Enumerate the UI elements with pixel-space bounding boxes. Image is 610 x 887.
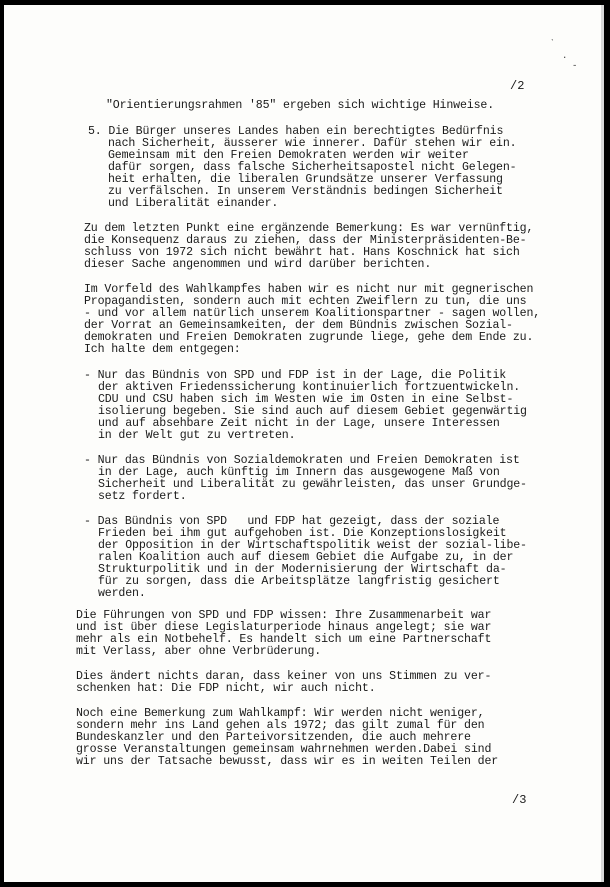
bullet-line: - Nur das Bündnis von Sozialdemokraten und Freien Demokraten ist	[84, 454, 520, 467]
scan-mark: .	[562, 51, 568, 61]
paragraph-line: und ist über diese Legislaturperiode hinaus angelegt; sie war	[76, 621, 492, 634]
paragraph-line: Bundeskanzler und den Parteivorsitzenden, die auch mehrere	[76, 731, 471, 744]
paragraph-line: Propagandisten, sondern auch mit echten Zweiflern zu tun, die uns	[84, 295, 527, 308]
paragraph-line: sondern mehr ins Land gehen als 1972; das gilt zumal für den	[76, 719, 485, 732]
bullet-line: setz fordert.	[98, 490, 187, 503]
paragraph-line: Zu dem letzten Punkt eine ergänzende Bemerkung: Es war vernünftig,	[84, 222, 534, 235]
paragraph-line: die Konsequenz daraus zu ziehen, dass der Ministerpräsidenten-Be-	[84, 234, 527, 247]
bullet-line: der Opposition in der Wirtschaftspolitik weist der sozial-libe-	[98, 539, 527, 552]
bullet-line: der aktiven Friedenssicherung kontinuierlich fortzuentwickeln.	[98, 381, 521, 394]
bullet-line: Sicherheit und Liberalität zu gewährleisten, das unser Grundge-	[98, 478, 527, 491]
paragraph-line: Noch eine Bemerkung zum Wahlkampf: Wir werden nicht weniger,	[76, 707, 485, 720]
point-5-line: dafür sorgen, dass falsche Sicherheitsapostel nicht Gelegen-	[108, 161, 517, 174]
bullet-line: - Nur das Bündnis von SPD und FDP ist in der Lage, die Politik	[84, 369, 507, 382]
paragraph-line: mit Verlass, aber ohne Verbrüderung.	[76, 645, 322, 658]
paragraph-line: grosse Veranstaltungen gemeinsam wahrnehmen werden.Dabei sind	[76, 743, 492, 756]
page-reference-top: /2	[510, 79, 525, 93]
point-5-line: heit erhalten, die liberalen Grundsätze unserer Verfassung	[108, 173, 503, 186]
point-5-line: zu verfälschen. In unserem Verständnis bedingen Sicherheit	[108, 185, 503, 198]
document-page	[4, 5, 604, 882]
paragraph-line: wir uns der Tatsache bewusst, dass wir es in weiten Teilen der	[76, 755, 499, 768]
bullet-line: für zu sorgen, dass die Arbeitsplätze langfristig gesichert	[98, 575, 500, 588]
page-reference-bottom: /3	[512, 793, 527, 807]
paragraph-line: Im Vorfeld des Wahlkampfes haben wir es nicht nur mit gegnerischen	[84, 283, 534, 296]
paragraph-line: der Vorrat an Gemeinsamkeiten, der dem Bündnis zwischen Sozial-	[84, 319, 513, 332]
paragraph-line: Ich halte dem entgegen:	[84, 343, 241, 356]
bullet-line: Frieden bei ihm gut aufgehoben ist. Die Konzeptionslosigkeit	[98, 527, 507, 540]
paragraph-line: mehr als ein Notbehelf. Es handelt sich um eine Partnerschaft	[76, 633, 492, 646]
point-5-line: nach Sicherheit, äusserer wie innerer. Dafür stehen wir ein.	[108, 137, 517, 150]
scan-mark: -	[572, 61, 578, 71]
bullet-line: und auf absehbare Zeit nicht in der Lage, unsere Interessen	[98, 417, 500, 430]
point-5-line: Gemeinsam mit den Freien Demokraten werden wir weiter	[108, 149, 469, 162]
bullet-line: isolierung begeben. Sie sind auch auf diesem Gebiet gegenwärtig	[98, 405, 527, 418]
bullet-line: werden.	[98, 587, 146, 600]
paragraph-line: Die Führungen von SPD und FDP wissen: Ihre Zusammenarbeit war	[76, 609, 492, 622]
point-5-line: 5. Die Bürger unseres Landes haben ein berechtigtes Bedürfnis	[88, 125, 504, 138]
scan-mark: ˋ	[550, 39, 556, 49]
paragraph-line: - und vor allem natürlich unserem Koalitionspartner - sagen wollen,	[84, 307, 541, 320]
paragraph-line: demokraten und Freien Demokraten zugrunde liege, gehe dem Ende zu.	[84, 331, 534, 344]
paragraph-line: dieser Sache angenommen und wird darüber berichten.	[84, 258, 432, 271]
bullet-line: CDU und CSU haben sich im Westen wie im Osten in eine Selbst-	[98, 393, 514, 406]
point-5-line: und Liberalität einander.	[108, 197, 279, 210]
paragraph-line: schenken hat: Die FDP nicht, wir auch nicht.	[76, 682, 376, 695]
bullet-line: in der Welt gut zu vertreten.	[98, 429, 296, 442]
paragraph-line: Dies ändert nichts daran, dass keiner von uns Stimmen zu ver-	[76, 670, 492, 683]
intro-line: "Orientierungsrahmen '85" ergeben sich wichtige Hinweise.	[106, 99, 495, 112]
paragraph-line: schluss von 1972 sich nicht bewährt hat. Hans Koschnick hat sich	[84, 246, 520, 259]
bullet-line: in der Lage, auch künftig im Innern das ausgewogene Maß von	[98, 466, 500, 479]
bullet-line: Strukturpolitik und in der Modernisierung der Wirtschaft da-	[98, 563, 507, 576]
bullet-line: ralen Koalition auch auf diesem Gebiet die Aufgabe zu, in der	[98, 551, 514, 564]
bullet-line: - Das Bündnis von SPD und FDP hat gezeigt, dass der soziale	[84, 515, 500, 528]
